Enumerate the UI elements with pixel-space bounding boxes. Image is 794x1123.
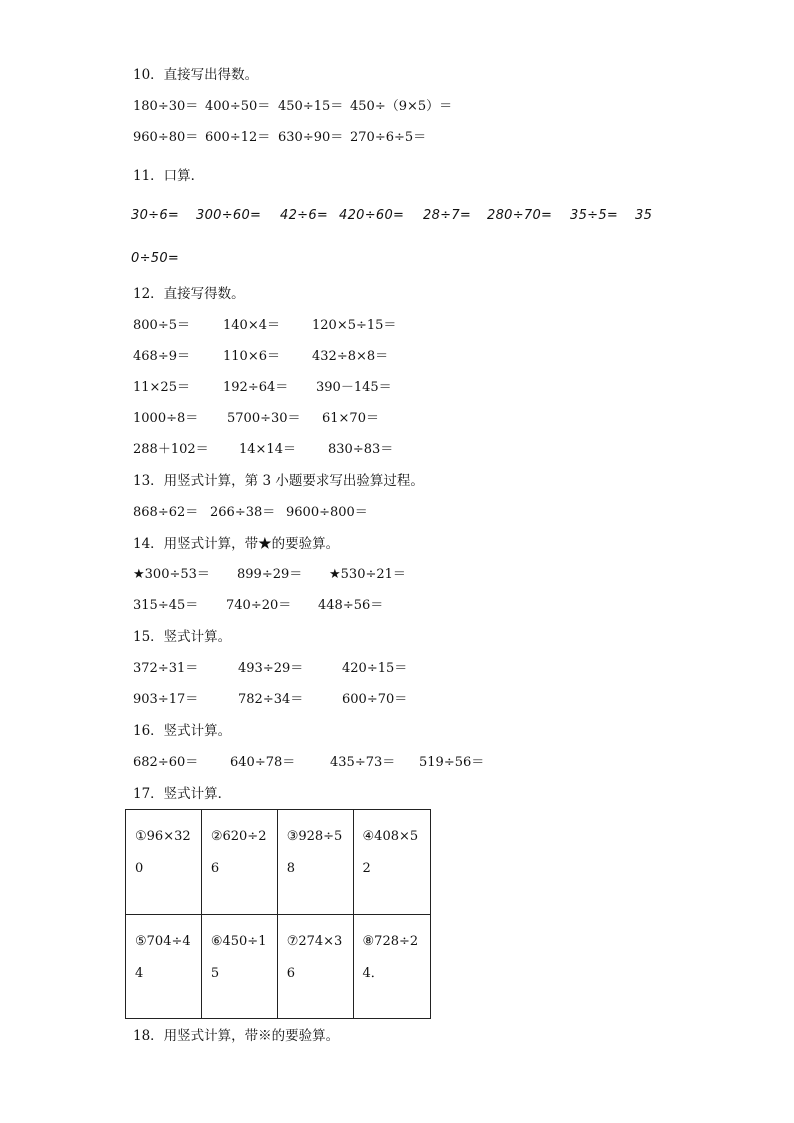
q14-item: 448÷56＝ [318,598,384,613]
q16-title: 16．竖式计算。 [133,723,232,739]
q11-item: 420÷60= [339,208,405,223]
q12-item: 468÷9＝ [133,349,190,364]
q11-item: 42÷6= [280,208,329,223]
q12-title: 12．直接写得数。 [133,286,245,302]
q12-item: 140×4＝ [223,318,280,333]
q17-table [125,809,431,1019]
q10-item: 180÷30＝ [133,99,199,114]
q10-item: 270÷6÷5＝ [350,130,427,145]
q15-item: 372÷31＝ [133,661,199,676]
q14-item: 315÷45＝ [133,598,199,613]
q11-item: 35÷5= [570,208,619,223]
q15-item: 420÷15＝ [342,661,408,676]
q11-item: 28÷7= [423,208,472,223]
q15-item: 493÷29＝ [238,661,304,676]
q14-item: 899÷29＝ [237,567,303,582]
q13-item: 9600÷800＝ [286,505,368,520]
table-row [126,810,431,915]
q12-item: 830÷83＝ [328,442,394,457]
table-cell: ⑥450÷15 [201,914,277,1019]
q10-title: 10．直接写出得数。 [133,67,259,83]
q13-title: 13．用竖式计算，第 3 小题要求写出验算过程。 [133,473,424,489]
q15-item: 600÷70＝ [342,692,408,707]
q11-item: 280÷70= [487,208,553,223]
q14-item: ★530÷21＝ [329,567,406,582]
q12-item: 110×6＝ [223,349,280,364]
q15-item: 903÷17＝ [133,692,199,707]
table-cell: ③928÷58 [277,810,353,915]
q15-item: 782÷34＝ [238,692,304,707]
q17-title: 17．竖式计算． [133,786,232,802]
q15-title: 15．竖式计算。 [133,629,232,645]
table-row [126,914,431,1019]
q10-item: 450÷（9×5）＝ [350,99,453,114]
table-cell: ②620÷26 [201,810,277,915]
q11-title: 11．口算． [133,168,205,184]
q16-item: 682÷60＝ [133,755,199,770]
table-cell: ④408×52 [353,810,430,915]
q12-item: 14×14＝ [239,442,296,457]
q12-item: 61×70＝ [322,411,379,426]
q14-item: ★300÷53＝ [133,567,210,582]
q18-title: 18．用竖式计算，带※的要验算。 [133,1028,340,1044]
q12-item: 288＋102＝ [133,442,209,457]
q10-item: 450÷15＝ [278,99,344,114]
q11-item: 0÷50= [131,251,180,266]
q10-item: 630÷90＝ [278,130,344,145]
q12-item: 432÷8×8＝ [312,349,389,364]
q12-item: 120×5÷15＝ [312,318,397,333]
q10-item: 600÷12＝ [205,130,271,145]
q13-item: 868÷62＝ [133,505,199,520]
table-cell: ⑤704÷44 [126,914,202,1019]
q11-item: 30÷6= [131,208,180,223]
q16-item: 435÷73＝ [330,755,396,770]
q12-item: 800÷5＝ [133,318,190,333]
q12-item: 1000÷8＝ [133,411,199,426]
q12-item: 5700÷30＝ [227,411,301,426]
q14-title: 14．用竖式计算，带★的要验算。 [133,536,340,552]
table-cell: ⑦274×36 [277,914,353,1019]
q13-item: 266÷38＝ [210,505,276,520]
q12-item: 11×25＝ [133,380,190,395]
q16-item: 519÷56＝ [419,755,485,770]
q14-item: 740÷20＝ [226,598,292,613]
q16-item: 640÷78＝ [230,755,296,770]
q11-item: 35 [635,208,653,223]
q11-item: 300÷60= [196,208,262,223]
q10-item: 960÷80＝ [133,130,199,145]
table-cell: ①96×320 [126,810,202,915]
q10-item: 400÷50＝ [205,99,271,114]
table-cell: ⑧728÷24． [353,914,430,1019]
q12-item: 192÷64＝ [223,380,289,395]
q12-item: 390－145＝ [316,380,392,395]
